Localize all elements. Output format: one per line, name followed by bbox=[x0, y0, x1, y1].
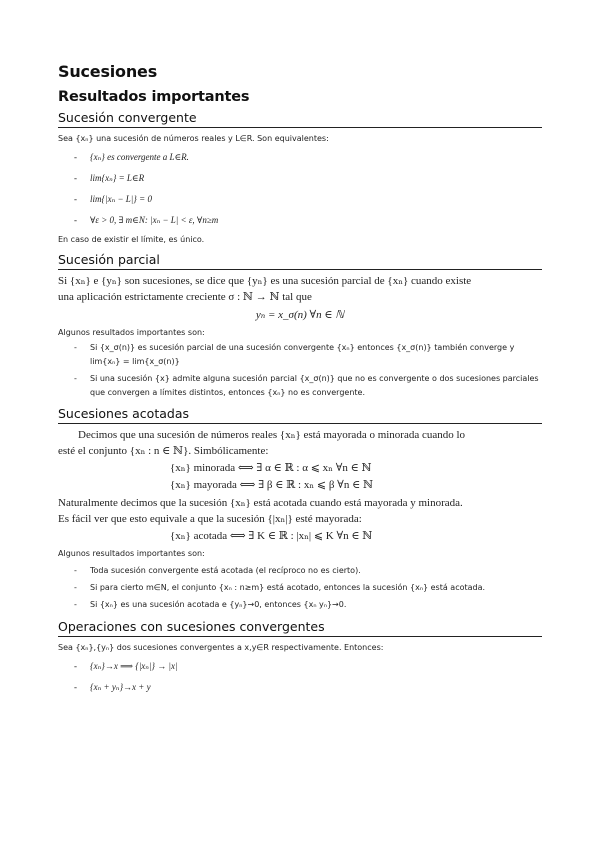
paragraph: Naturalmente decimos que la sucesión {xₙ} está acotada cuando está mayorada y minorada. bbox=[58, 497, 463, 509]
list-item: - Si una sucesión {x} admite alguna sucesión parcial {x_σ(n)} que no es convergente o dos sucesiones parciales que convergen a límites distintos, entonces {xₙ} no es convergente. bbox=[76, 372, 542, 400]
list-item: - Toda sucesión convergente está acotada (el recíproco no es cierto). bbox=[76, 562, 542, 579]
bullet-list bbox=[58, 147, 542, 231]
list-item: - {xₙ} es convergente a L∈R. bbox=[76, 147, 542, 168]
page-title: Sucesiones bbox=[58, 62, 158, 81]
paragraph: Algunos resultados importantes son: bbox=[58, 549, 205, 558]
section-convergente bbox=[58, 110, 542, 246]
list-item: - Si para cierto m∈N, el conjunto {xₙ : n≥m} está acotado, entonces la sucesión {xₙ} está acotada. bbox=[76, 579, 542, 596]
paragraph: una aplicación estrictamente creciente σ : ℕ → ℕ tal que bbox=[58, 291, 312, 303]
section-parcial bbox=[58, 252, 542, 400]
equation: {xₙ} minorada ⟺ ∃ α ∈ ℝ : α ⩽ xₙ ∀n ∈ ℕ bbox=[170, 462, 372, 474]
equation: yₙ = x_σ(n) ∀n ∈ ℕ bbox=[255, 309, 345, 321]
list-item: - Si {x_σ(n)} es sucesión parcial de una sucesión convergente {xₙ} entonces {x_σ(n)} también converge y lim{xₙ} = lim{x_σ(n)} bbox=[76, 341, 542, 369]
section-heading: Operaciones con sucesiones convergentes bbox=[58, 619, 542, 637]
section-heading: Sucesión parcial bbox=[58, 252, 542, 270]
equation: {xₙ} acotada ⟺ ∃ K ∈ ℝ : |xₙ| ⩽ K ∀n ∈ ℕ bbox=[170, 530, 373, 542]
list-item: - lim{|xₙ − L|} = 0 bbox=[76, 189, 542, 210]
paragraph: Decimos que una sucesión de números reales {xₙ} está mayorada o minorada cuando lo bbox=[78, 429, 466, 441]
paragraph: Sea {xₙ} una sucesión de números reales y L∈R. Son equivalentes: bbox=[58, 134, 329, 143]
page-subtitle: Resultados importantes bbox=[58, 89, 250, 105]
paragraph: Es fácil ver que esto equivale a que la sucesión {|xₙ|} esté mayorada: bbox=[58, 513, 362, 525]
bullet-list bbox=[58, 341, 542, 400]
equation: {xₙ} mayorada ⟺ ∃ β ∈ ℝ : xₙ ⩽ β ∀n ∈ ℕ bbox=[170, 479, 374, 491]
bullet-list bbox=[58, 562, 542, 613]
list-item: - Si {xₙ} es una sucesión acotada e {yₙ}→0, entonces {xₙ yₙ}→0. bbox=[76, 596, 542, 613]
section-heading: Sucesiones acotadas bbox=[58, 406, 542, 424]
list-item: - ∀ε > 0, ∃ m∈N: |xₙ − L| < ε, ∀n≥m bbox=[76, 210, 542, 231]
paragraph: Si {xₙ} e {yₙ} son sucesiones, se dice que {yₙ} es una sucesión parcial de {xₙ} cuando existe bbox=[58, 275, 472, 287]
paragraph: En caso de existir el límite, es único. bbox=[58, 235, 205, 244]
document-page bbox=[58, 62, 542, 704]
section-heading: Sucesión convergente bbox=[58, 110, 542, 128]
paragraph: Algunos resultados importantes son: bbox=[58, 328, 205, 337]
bullet-list bbox=[58, 656, 542, 698]
list-item: - lim{xₙ} = L∈R bbox=[76, 168, 542, 189]
list-item: - {xₙ + yₙ}→x + y bbox=[76, 677, 542, 698]
paragraph: esté el conjunto {xₙ : n ∈ ℕ}. Simbólicamente: bbox=[58, 445, 269, 457]
list-item: - {xₙ}→x ⟹ {|xₙ|} → |x| bbox=[76, 656, 542, 677]
paragraph: Sea {xₙ},{yₙ} dos sucesiones convergentes a x,y∈R respectivamente. Entonces: bbox=[58, 643, 384, 652]
section-operaciones bbox=[58, 619, 542, 698]
section-acotadas bbox=[58, 406, 542, 613]
